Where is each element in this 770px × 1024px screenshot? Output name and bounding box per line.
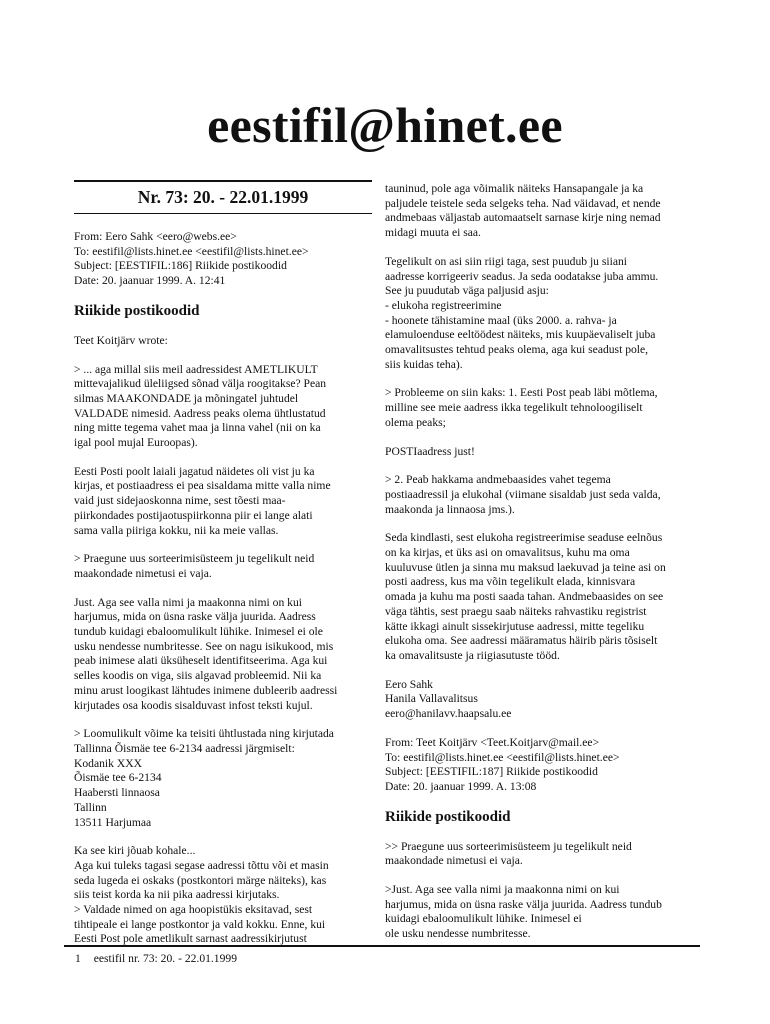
email-header-186 bbox=[74, 230, 372, 289]
quoted-paragraph: >Just. Aga see valla nimi ja maakonna nimi on kui harjumus, mida on üsna raske välja juurida. Aadress tundub kuidagi ebaloomulikult lühike. Inimesel ei ole usku nendesse numbritesse. bbox=[385, 883, 662, 941]
paragraph: tauninud, pole aga võimalik näiteks Hansapangale ja ka paljudele teistele seda selgeks teha. Nad väidavad, et nende andmebaas väljastab automaatselt sarnase kirje ning nemad midagi muuta ei saa. bbox=[385, 182, 661, 240]
paragraph: Seda kindlasti, sest elukoha registreerimise seaduse eelnõus on ka kirjas, et üks asi on omavalitsus, kuhu ma oma kuuluvuse ütlen ja sinna mu maksud laekuvad ja teine asi on posti aadress, kus ma võin tegelikult elada, kinnisvara omada ja kuhu ma posti saada tahan. Andmebaasides on see väga tähtis, sest praegu saab näiteks rahvastiku registrist kätte ikkagi ainult sissekirjutuse aadressi, mitte tegeliku elukoha oma. See aadressi määramatus häirib päris tõsiselt ka omavalitsuste ja riigiasutuste tööd. bbox=[385, 531, 666, 662]
paragraph: POSTIaadress just! bbox=[385, 444, 475, 458]
paragraph: Tegelikult on asi siin riigi taga, sest puudub ju siiani aadresse korrigeeriv seadus. Ja seda oodatakse juba ammu. See ju puudutab väga paljusid asju: - elukoha registreerimine - hoonete tähistamine maal (üks 2000. a. rahva- ja elamuloenduse eeltöödest näiteks, mis kuupäevaliselt juba omavalitsustes tehtud peaks olema, aga kui seadust pole, siis kuidas teha). bbox=[385, 254, 659, 371]
signature: Eero Sahk Hanila Vallavalitsus eero@hanilavv.haapsalu.ee bbox=[385, 677, 512, 721]
page-footer bbox=[75, 952, 237, 966]
quoted-paragraph: >> Praegune uus sorteerimisüsteem ju tegelikult neid maakondade nimetusi ei vaja. bbox=[385, 839, 632, 868]
quoted-paragraph: > Probleeme on siin kaks: 1. Eesti Post peab läbi mõtlema, milline see meie aadress ikka tegelikult tehnoloogiliselt olema peaks; bbox=[385, 386, 658, 429]
quoted-paragraph: > ... aga millal siis meil aadressidest AMETLIKULT mittevajalikud üleliigsed sõnad välja roogitakse? Pean silmas MAAKONDADE ja mõningatel juhtudel VALDADE nimesid. Aadress peaks olema ühtlustatud ning mitte tegema vahet maa ja linna vahel (nii on ka igal pool mujal Euroopas). bbox=[74, 362, 327, 450]
paragraph: Ka see kiri jõuab kohale... Aga kui tuleks tagasi segase aadressi tõttu või et masin seda lugeda ei oskaks (postkontori märge näiteks), kas siis teist korda ka nii pika aadressi kirjutaks. > Valdade nimed on aga hoopistükis eksitavad, sest tihtipeale ei lange postkontor ja vald kokku. Enne, kui Eesti Post pole ametlikult sarnast aadressikirjutust bbox=[74, 844, 329, 946]
header-subject: Subject: [EESTIFIL:186] Riikide postikoodid bbox=[74, 259, 287, 273]
paragraph: Teet Koitjärv wrote: bbox=[74, 333, 168, 347]
issue-banner: Nr. 73: 20. - 22.01.1999 bbox=[74, 180, 372, 214]
quoted-paragraph: > Praegune uus sorteerimisüsteem ju tegelikult neid maakondade nimetusi ei vaja. bbox=[74, 552, 315, 580]
header-to: To: eestifil@lists.hinet.ee <eestifil@lists.hinet.ee> bbox=[385, 750, 620, 764]
footer-text: eestifil nr. 73: 20. - 22.01.1999 bbox=[93, 952, 237, 965]
header-to: To: eestifil@lists.hinet.ee <eestifil@lists.hinet.ee> bbox=[74, 244, 309, 258]
right-column bbox=[385, 182, 705, 956]
masthead-title: eestifil@hinet.ee bbox=[207, 97, 563, 153]
header-date: Date: 20. jaanuar 1999. A. 13:08 bbox=[385, 779, 537, 793]
footer-rule bbox=[64, 945, 700, 947]
quoted-paragraph: > 2. Peab hakkama andmebaasides vahet tegema postiaadressil ja elukohal (viimane sisaldab just seda valda, maakonda ja linnaosa jms.). bbox=[385, 473, 661, 516]
header-subject: Subject: [EESTIFIL:187] Riikide postikoodid bbox=[385, 765, 598, 779]
section-heading: Riikide postikoodid bbox=[74, 302, 200, 319]
header-from: From: Teet Koitjärv <Teet.Koitjarv@mail.ee> bbox=[385, 735, 600, 749]
page-number: 1 bbox=[75, 952, 81, 965]
paragraph: Eesti Posti poolt laiali jagatud näidetes oli vist ju ka kirjas, et postiaadress ei pea sisaldama mitte valla nime vaid just sidejaoskonna nime, sest tõesti maa- piirkondades postijaotuspiirkonna piir ei lange alati sama valla piiriga kokku, nii ka meie vallas. bbox=[74, 464, 331, 537]
paragraph: Just. Aga see valla nimi ja maakonna nimi on kui harjumus, mida on üsna raske välja juurida. Aadress tundub kuidagi ebaloomulikult lühike. Inimesel ei ole usku nendesse numbritesse. See on nagu isikukood, mis peab inimese alati üksüheselt identifitseerima. Aga kui selles koodis on viga, siis algavad probleemid. Nii ka minu arust loogikast lähtudes inimene dubleerib aadressi kirjutades osa koodis sisalduvast infost teksti kujul. bbox=[74, 595, 338, 712]
email-header-187 bbox=[385, 736, 705, 795]
quoted-address-paragraph: > Loomulikult võime ka teisiti ühtlustada ning kirjutada Tallinna Õismäe tee 6-2134 aadressi järgmiselt: Kodanik XXX Õismäe tee 6-2134 Haabersti linnaosa Tallinn 13511 Harjumaa bbox=[74, 727, 334, 829]
left-column bbox=[74, 180, 372, 961]
section-heading: Riikide postikoodid bbox=[385, 808, 511, 825]
header-from: From: Eero Sahk <eero@webs.ee> bbox=[74, 230, 237, 243]
header-date: Date: 20. jaanuar 1999. A. 12:41 bbox=[74, 274, 226, 288]
